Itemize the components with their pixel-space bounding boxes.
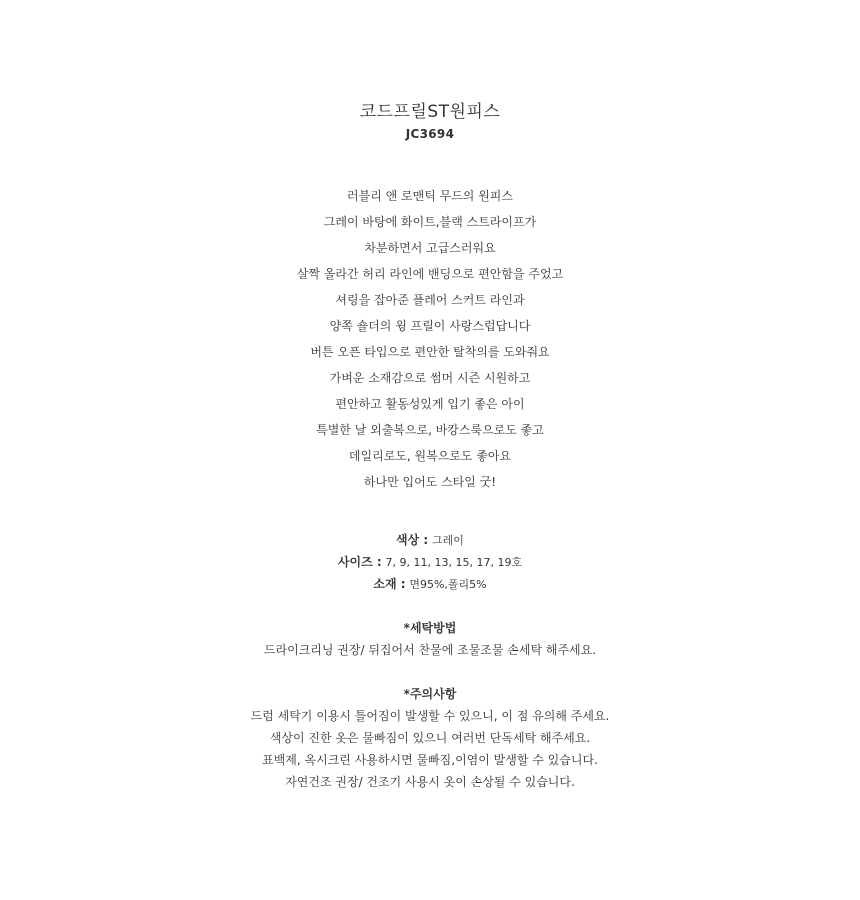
description-line: 데일리로도, 원복으로도 좋아요 — [348, 449, 512, 463]
spec-color — [0, 531, 860, 553]
spec-color-value: 그레이 — [432, 534, 464, 547]
caution-line: 드럼 세탁기 이용시 틀어짐이 발생할 수 있으니, 이 점 유의해 주세요. — [250, 709, 610, 723]
description-line: 살짝 올라간 허리 라인에 밴딩으로 편안함을 주었고 — [296, 267, 564, 281]
spec-material — [0, 575, 860, 597]
product-description — [0, 187, 860, 499]
caution-line: 표백제, 옥시크린 사용하시면 물빠짐,이염이 발생할 수 있습니다. — [262, 753, 598, 767]
caution-line: 자연건조 권장/ 건조기 사용시 옷이 손상될 수 있습니다. — [285, 775, 575, 789]
caution-line: 색상이 진한 옷은 물빠짐이 있으니 여러번 단독세탁 해주세요. — [269, 731, 591, 745]
description-line: 버튼 오픈 타입으로 편안한 탈착의를 도와줘요 — [310, 345, 550, 359]
product-title: 코드프릴ST원피스 — [359, 102, 501, 122]
washing-section — [0, 619, 860, 663]
description-line: 가벼운 소재감으로 썸머 시즌 시원하고 — [329, 371, 531, 385]
spec-size — [0, 553, 860, 575]
washing-line: 드라이크리닝 권장/ 뒤집어서 찬물에 조물조물 손세탁 해주세요. — [263, 643, 597, 657]
spec-color-label: 색상 : — [396, 533, 429, 547]
description-line: 그레이 바탕에 화이트,블랙 스트라이프가 — [323, 215, 537, 229]
description-line: 편안하고 활동성있게 입기 좋은 아이 — [335, 397, 525, 411]
description-line: 하나만 입어도 스타일 굿! — [363, 475, 497, 489]
spec-material-label: 소재 : — [373, 577, 406, 591]
description-line: 양쪽 숄더의 윙 프릴이 사랑스럽답니다 — [329, 319, 531, 333]
description-line: 셔링을 잡아준 플레어 스커트 라인과 — [335, 293, 525, 307]
spec-size-value: 7, 9, 11, 13, 15, 17, 19호 — [385, 556, 523, 569]
spec-material-value: 면95%,폴리5% — [409, 578, 487, 591]
description-line: 러블리 앤 로맨틱 무드의 원피스 — [347, 189, 513, 203]
product-specs — [0, 531, 860, 597]
product-code: JC3694 — [405, 127, 455, 141]
caution-heading: *주의사항 — [403, 687, 457, 701]
description-line: 특별한 날 외출복으로, 바캉스룩으로도 좋고 — [316, 423, 544, 437]
description-line: 차분하면서 고급스러워요 — [364, 241, 496, 255]
caution-section — [0, 685, 860, 795]
spec-size-label: 사이즈 : — [337, 555, 382, 569]
washing-heading: *세탁방법 — [403, 621, 457, 635]
